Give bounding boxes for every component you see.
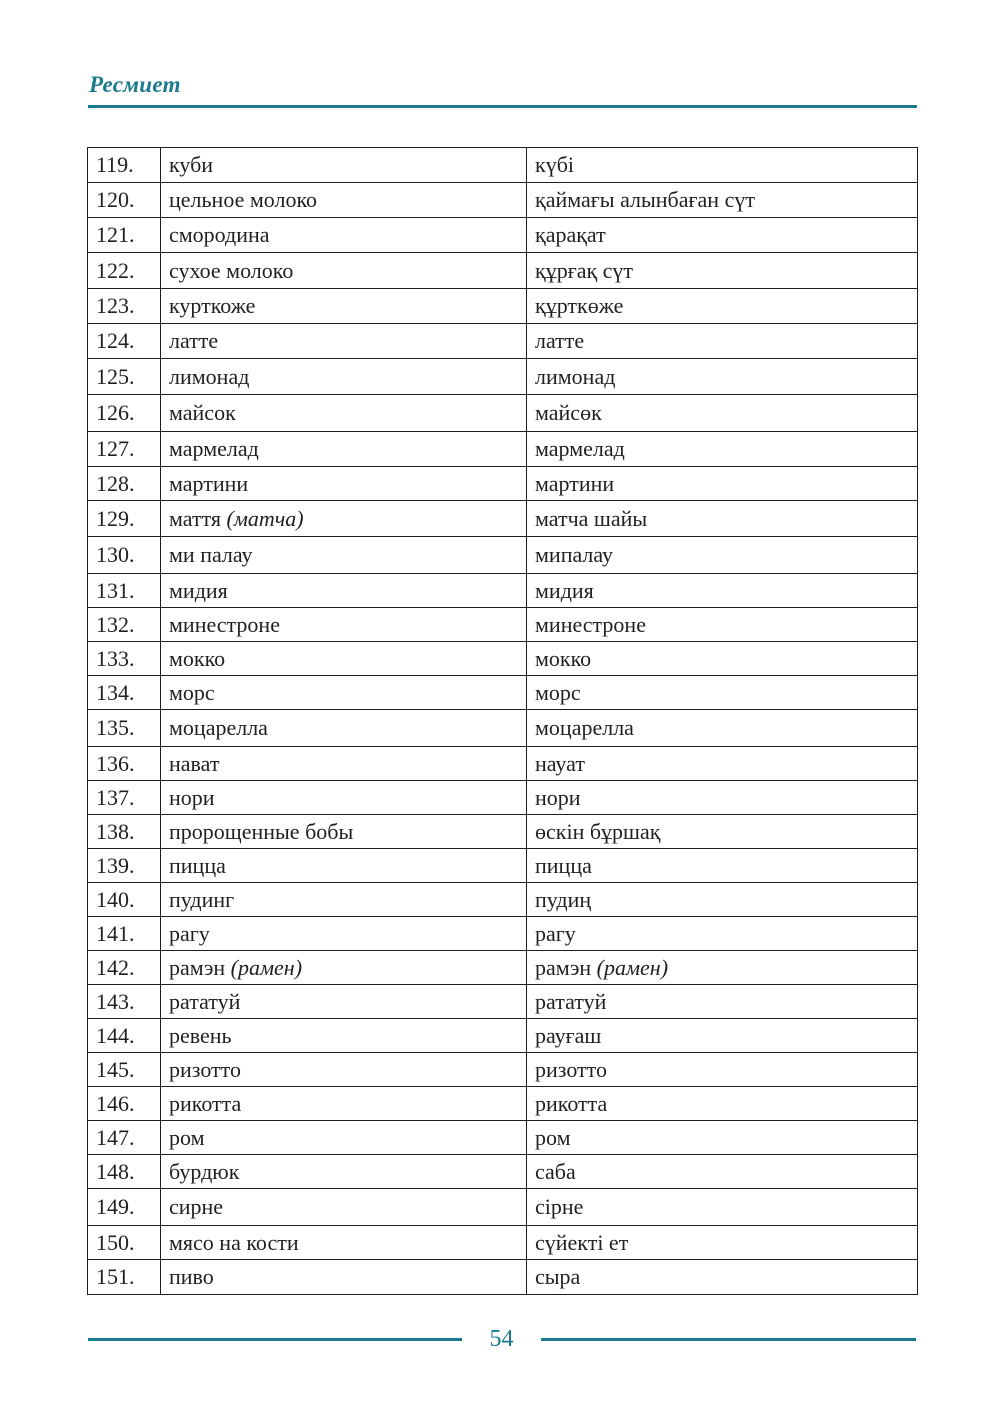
russian-term-cell: [161, 183, 527, 218]
russian-term: цельное молоко: [169, 187, 318, 212]
kazakh-term: мартини: [535, 471, 615, 496]
russian-term: пудинг: [169, 887, 235, 912]
russian-term-cell: [161, 985, 527, 1019]
entry-number: 122.: [88, 253, 161, 289]
russian-term: мидия: [169, 578, 228, 603]
table-row: [88, 1155, 918, 1189]
header-divider: [88, 105, 917, 108]
table-row: [88, 1260, 918, 1295]
kazakh-term: латте: [535, 328, 585, 353]
entry-number: 137.: [88, 781, 161, 815]
kazakh-term-cell: [527, 501, 918, 537]
entry-number: 119.: [88, 148, 161, 183]
russian-term: сухое молоко: [169, 258, 294, 283]
entry-number: 120.: [88, 183, 161, 218]
russian-term: курткоже: [169, 293, 256, 318]
table-row: [88, 324, 918, 359]
russian-term: рагу: [169, 921, 210, 946]
entry-number: 134.: [88, 676, 161, 710]
russian-term: ревень: [169, 1023, 232, 1048]
russian-term-cell: [161, 1019, 527, 1053]
entry-number: 129.: [88, 501, 161, 537]
kazakh-term-cell: [527, 1053, 918, 1087]
table-row: [88, 1189, 918, 1226]
russian-term-cell: [161, 1053, 527, 1087]
kazakh-term: нори: [535, 785, 581, 810]
russian-term-cell: [161, 815, 527, 849]
entry-number: 138.: [88, 815, 161, 849]
russian-term: пиво: [169, 1264, 214, 1289]
page-number: 54: [489, 1326, 514, 1352]
entry-number: 124.: [88, 324, 161, 359]
kazakh-term: өскін бұршақ: [535, 819, 661, 844]
entry-number: 132.: [88, 608, 161, 642]
kazakh-term-cell: [527, 608, 918, 642]
russian-term-cell: [161, 289, 527, 324]
kazakh-term: лимонад: [535, 364, 616, 389]
table-row: [88, 574, 918, 608]
kazakh-term: қарақат: [535, 222, 606, 247]
kazakh-term-cell: [527, 1226, 918, 1260]
russian-term-cell: [161, 467, 527, 501]
table-row: [88, 289, 918, 324]
table-row: [88, 218, 918, 253]
kazakh-term: рататуй: [535, 989, 607, 1014]
kazakh-term-cell: [527, 574, 918, 608]
russian-term-cell: [161, 747, 527, 781]
table-row: [88, 849, 918, 883]
russian-term-cell: [161, 537, 527, 574]
entry-number: 146.: [88, 1087, 161, 1121]
kazakh-term-cell: [527, 289, 918, 324]
entry-number: 125.: [88, 359, 161, 395]
kazakh-term-cell: [527, 849, 918, 883]
table-row: [88, 815, 918, 849]
russian-term-cell: [161, 1087, 527, 1121]
table-row: [88, 1053, 918, 1087]
entry-number: 121.: [88, 218, 161, 253]
russian-term: майсок: [169, 400, 236, 425]
entry-number: 123.: [88, 289, 161, 324]
russian-term: мартини: [169, 471, 249, 496]
kazakh-term-cell: [527, 1189, 918, 1226]
russian-term-cell: [161, 1260, 527, 1295]
kazakh-term: рауғаш: [535, 1023, 602, 1048]
table-row: [88, 608, 918, 642]
russian-term: латте: [169, 328, 219, 353]
glossary-table-body: [88, 148, 918, 1295]
entry-number: 144.: [88, 1019, 161, 1053]
entry-number: 126.: [88, 395, 161, 432]
kazakh-term: пицца: [535, 853, 592, 878]
kazakh-term: сыра: [535, 1264, 581, 1289]
kazakh-term-cell: [527, 218, 918, 253]
kazakh-term-cell: [527, 253, 918, 289]
kazakh-term: мидия: [535, 578, 594, 603]
kazakh-term-cell: [527, 1019, 918, 1053]
kazakh-term-cell: [527, 917, 918, 951]
entry-number: 136.: [88, 747, 161, 781]
kazakh-term: құрткөже: [535, 293, 624, 318]
russian-term: куби: [169, 152, 214, 177]
table-row: [88, 781, 918, 815]
russian-term-cell: [161, 1121, 527, 1155]
table-row: [88, 1226, 918, 1260]
russian-term: нават: [169, 751, 220, 776]
kazakh-term: майсөк: [535, 400, 602, 425]
kazakh-term-cell: [527, 815, 918, 849]
entry-number: 133.: [88, 642, 161, 676]
russian-term-cell: [161, 432, 527, 467]
russian-term-cell: [161, 917, 527, 951]
kazakh-term-cell: [527, 676, 918, 710]
entry-number: 141.: [88, 917, 161, 951]
table-row: [88, 537, 918, 574]
table-row: [88, 501, 918, 537]
russian-term: смородина: [169, 222, 270, 247]
kazakh-term: пудиң: [535, 887, 592, 912]
russian-term-cell: [161, 676, 527, 710]
table-row: [88, 747, 918, 781]
entry-number: 149.: [88, 1189, 161, 1226]
table-row: [88, 917, 918, 951]
kazakh-term-cell: [527, 1087, 918, 1121]
russian-term: ром: [169, 1125, 205, 1150]
table-row: [88, 183, 918, 218]
russian-term: маття: [169, 506, 222, 531]
russian-term: лимонад: [169, 364, 250, 389]
kazakh-term: рамэн: [535, 955, 592, 980]
entry-number: 128.: [88, 467, 161, 501]
table-row: [88, 1087, 918, 1121]
russian-term: ризотто: [169, 1057, 241, 1082]
table-row: [88, 710, 918, 747]
entry-number: 143.: [88, 985, 161, 1019]
russian-term-cell: [161, 1226, 527, 1260]
term-variant-note: (рамен): [230, 955, 303, 980]
kazakh-term-cell: [527, 747, 918, 781]
russian-term-cell: [161, 608, 527, 642]
entry-number: 147.: [88, 1121, 161, 1155]
russian-term-cell: [161, 642, 527, 676]
table-row: [88, 1019, 918, 1053]
table-row: [88, 883, 918, 917]
table-row: [88, 642, 918, 676]
russian-term: сирне: [169, 1194, 224, 1219]
entry-number: 145.: [88, 1053, 161, 1087]
russian-term-cell: [161, 710, 527, 747]
russian-term: ми палау: [169, 542, 253, 567]
entry-number: 130.: [88, 537, 161, 574]
kazakh-term: қаймағы алынбаған сүт: [535, 187, 755, 212]
kazakh-term: матча шайы: [535, 506, 648, 531]
russian-term-cell: [161, 781, 527, 815]
entry-number: 148.: [88, 1155, 161, 1189]
russian-term: рататуй: [169, 989, 241, 1014]
russian-term-cell: [161, 395, 527, 432]
kazakh-term: рагу: [535, 921, 576, 946]
table-row: [88, 359, 918, 395]
russian-term: моцарелла: [169, 715, 268, 740]
kazakh-term-cell: [527, 1155, 918, 1189]
term-variant-note: (рамен): [596, 955, 669, 980]
kazakh-term: морс: [535, 680, 581, 705]
table-row: [88, 253, 918, 289]
kazakh-term-cell: [527, 1260, 918, 1295]
russian-term-cell: [161, 148, 527, 183]
kazakh-term-cell: [527, 951, 918, 985]
russian-term: нори: [169, 785, 215, 810]
entry-number: 135.: [88, 710, 161, 747]
russian-term: мясо на кости: [169, 1230, 299, 1255]
kazakh-term: мипалау: [535, 542, 614, 567]
entry-number: 151.: [88, 1260, 161, 1295]
kazakh-term-cell: [527, 148, 918, 183]
kazakh-term-cell: [527, 359, 918, 395]
russian-term: пророщенные бобы: [169, 819, 354, 844]
entry-number: 140.: [88, 883, 161, 917]
term-variant-note: (матча): [226, 506, 304, 531]
kazakh-term-cell: [527, 467, 918, 501]
kazakh-term: сүйекті ет: [535, 1230, 629, 1255]
table-row: [88, 1121, 918, 1155]
kazakh-term-cell: [527, 432, 918, 467]
russian-term-cell: [161, 883, 527, 917]
kazakh-term: мокко: [535, 646, 592, 671]
kazakh-term: құрғақ сүт: [535, 258, 634, 283]
table-row: [88, 467, 918, 501]
kazakh-term-cell: [527, 395, 918, 432]
russian-term-cell: [161, 501, 527, 537]
kazakh-term-cell: [527, 537, 918, 574]
table-row: [88, 985, 918, 1019]
russian-term-cell: [161, 359, 527, 395]
kazakh-term: науат: [535, 751, 585, 776]
russian-term-cell: [161, 1155, 527, 1189]
russian-term: морс: [169, 680, 215, 705]
kazakh-term: саба: [535, 1159, 576, 1184]
kazakh-term: күбі: [535, 152, 574, 177]
russian-term-cell: [161, 253, 527, 289]
kazakh-term-cell: [527, 985, 918, 1019]
kazakh-term: ром: [535, 1125, 571, 1150]
entry-number: 139.: [88, 849, 161, 883]
entry-number: 150.: [88, 1226, 161, 1260]
russian-term-cell: [161, 1189, 527, 1226]
entry-number: 131.: [88, 574, 161, 608]
table-row: [88, 395, 918, 432]
table-row: [88, 432, 918, 467]
russian-term: мокко: [169, 646, 226, 671]
entry-number: 142.: [88, 951, 161, 985]
kazakh-term: ризотто: [535, 1057, 607, 1082]
russian-term-cell: [161, 574, 527, 608]
table-row: [88, 951, 918, 985]
russian-term: пицца: [169, 853, 226, 878]
kazakh-term-cell: [527, 710, 918, 747]
kazakh-term-cell: [527, 642, 918, 676]
russian-term-cell: [161, 324, 527, 359]
kazakh-term: мармелад: [535, 436, 625, 461]
footer-divider-left: [88, 1338, 462, 1341]
russian-term: рамэн: [169, 955, 226, 980]
kazakh-term-cell: [527, 183, 918, 218]
kazakh-term-cell: [527, 781, 918, 815]
russian-term: мармелад: [169, 436, 259, 461]
kazakh-term: сірне: [535, 1194, 584, 1219]
footer-divider-right: [541, 1338, 916, 1341]
glossary-table: [87, 147, 918, 1295]
russian-term: рикотта: [169, 1091, 242, 1116]
kazakh-term: моцарелла: [535, 715, 634, 740]
table-row: [88, 148, 918, 183]
russian-term-cell: [161, 951, 527, 985]
kazakh-term-cell: [527, 883, 918, 917]
russian-term: бурдюк: [169, 1159, 240, 1184]
kazakh-term: рикотта: [535, 1091, 608, 1116]
russian-term-cell: [161, 849, 527, 883]
section-title: Ресмиет: [89, 72, 181, 97]
russian-term-cell: [161, 218, 527, 253]
kazakh-term: минестроне: [535, 612, 646, 637]
kazakh-term-cell: [527, 324, 918, 359]
table-row: [88, 676, 918, 710]
entry-number: 127.: [88, 432, 161, 467]
kazakh-term-cell: [527, 1121, 918, 1155]
russian-term: минестроне: [169, 612, 280, 637]
